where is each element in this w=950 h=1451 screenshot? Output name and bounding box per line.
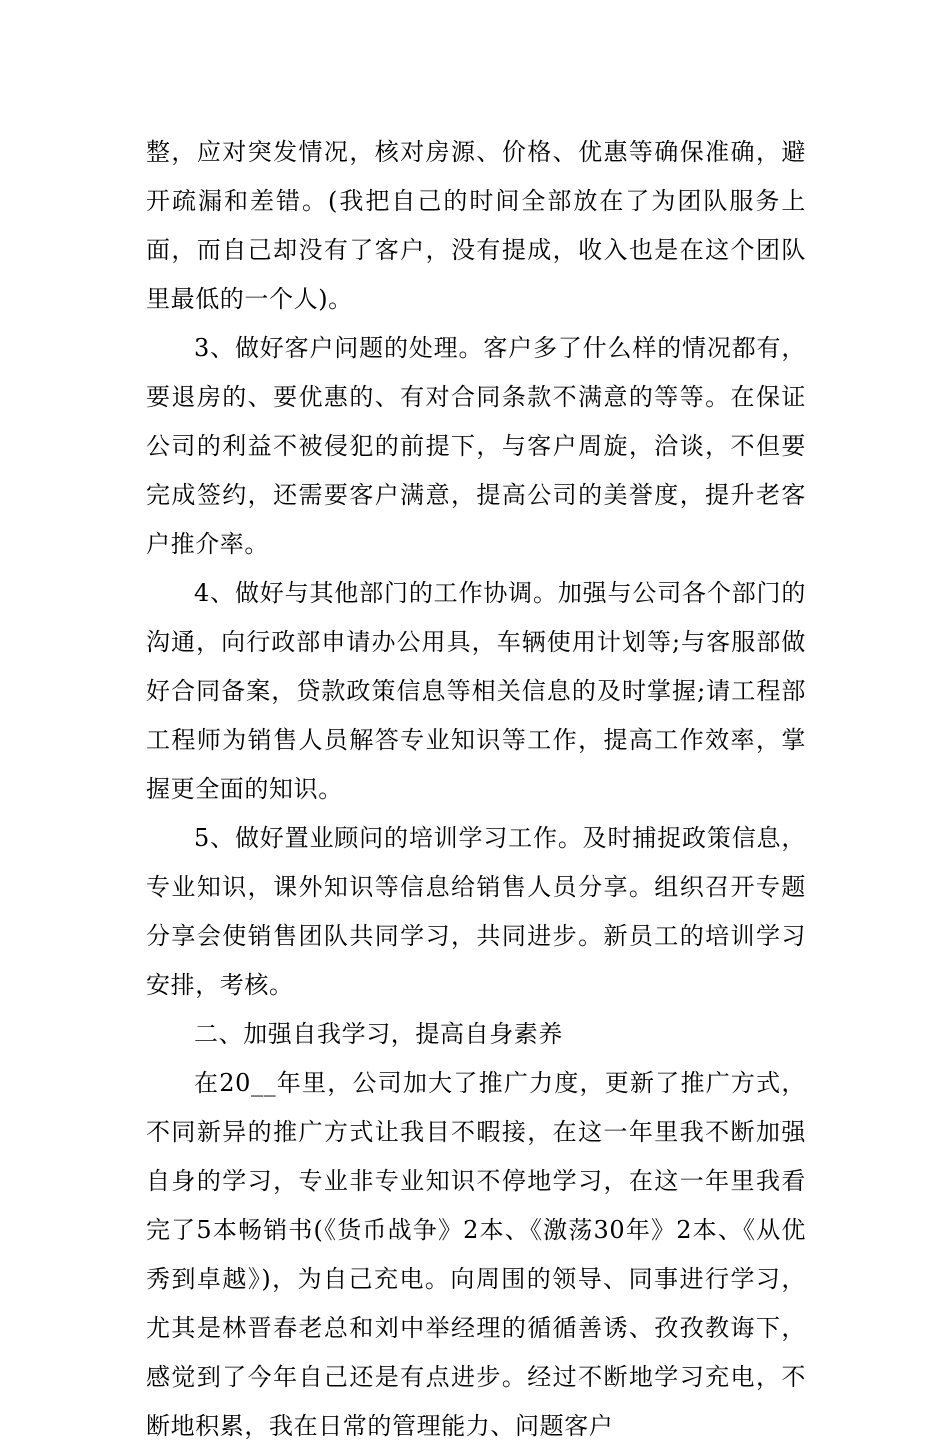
paragraph-item-5: 5、做好置业顾问的培训学习工作。及时捕捉政策信息，专业知识，课外知识等信息给销售人员分享。组织召开专题分享会使销售团队共同学习，共同进步。新员工的培训学习安排，考核。 [146,824,806,999]
paragraph-self-study: 在20__年里，公司加大了推广力度，更新了推广方式，不同新异的推广方式让我目不暇接，在这一年里我不断加强自身的学习，专业非专业知识不停地学习，在这一年里我看完了5本畅销书(《货币战争》2本、《激荡30年》2本、《从优秀到卓越》)，为自己充电。向周围的领导、同事进行学习，尤其是林晋春老总和刘中举经理的循循善诱、孜孜教诲下，感觉到了今年自己还是有点进步。经过不断地学习充电，不断地积累，我在日常的管理能力、问题客户 [146,1069,806,1440]
document-body [146,128,806,1451]
paragraph-continuation: 整，应对突发情况，核对房源、价格、优惠等确保准确，避开疏漏和差错。(我把自己的时间全部放在了为团队服务上面，而自己却没有了客户，没有提成，收入也是在这个团队里最低的一个人)。 [146,138,806,313]
paragraph-item-4: 4、做好与其他部门的工作协调。加强与公司各个部门的沟通，向行政部申请办公用具，车辆使用计划等;与客服部做好合同备案，贷款政策信息等相关信息的及时掌握;请工程部工程师为销售人员解答专业知识等工作，提高工作效率，掌握更全面的知识。 [146,579,806,803]
paragraph-item-3: 3、做好客户问题的处理。客户多了什么样的情况都有，要退房的、要优惠的、有对合同条款不满意的等等。在保证公司的利益不被侵犯的前提下，与客户周旋，洽谈，不但要完成签约，还需要客户满意，提高公司的美誉度，提升老客户推介率。 [146,334,806,558]
section-heading: 二、加强自我学习，提高自身素养 [194,1020,563,1048]
